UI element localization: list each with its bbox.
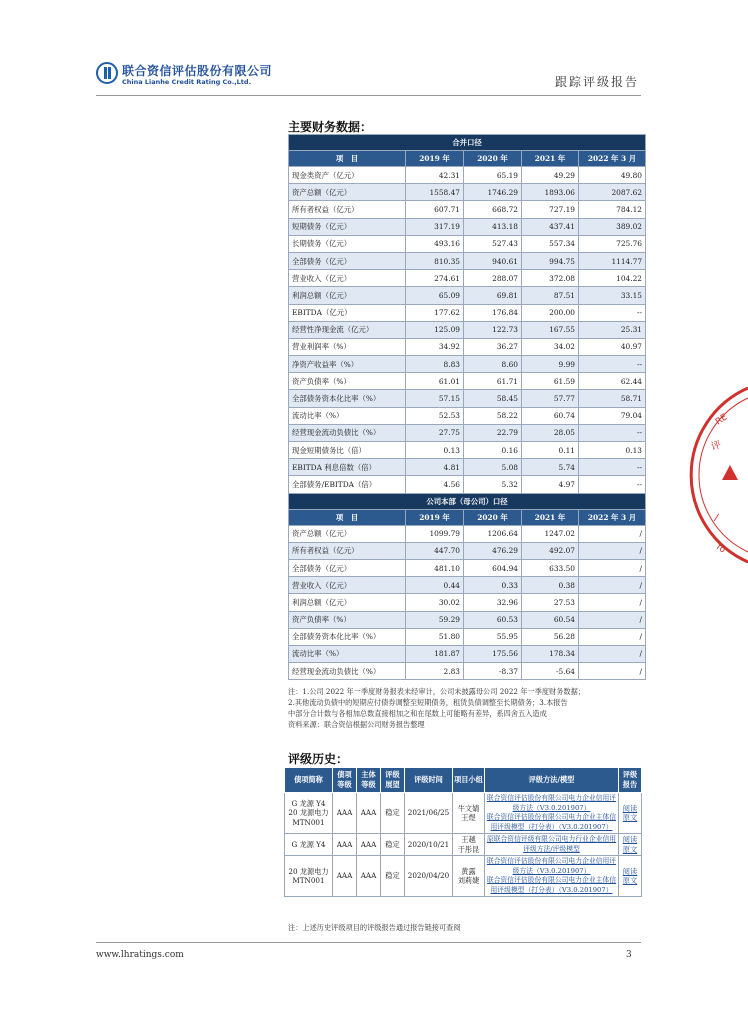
cell-value: 33.15 — [579, 287, 646, 304]
cell-value: 607.71 — [406, 201, 464, 218]
cell-value: 476.29 — [464, 542, 522, 559]
cell-value: -- — [579, 424, 646, 441]
cell-value: 668.72 — [464, 201, 522, 218]
cell-value: 1893.06 — [522, 184, 579, 201]
table-row — [289, 356, 646, 373]
bond-rating: AAA — [333, 834, 357, 856]
rating-method-link[interactable]: 联合资信评估股份有限公司电力企业信用评级方法（V3.0.201907） 联合资信评估股份有限公司电力企业主体信用评级模型（打分表）（V3.0.201907） — [485, 856, 619, 897]
note-line: 资料来源：联合资信根据公司财务报告整理 — [288, 720, 425, 729]
cell-value: 0.33 — [464, 577, 522, 594]
table-row — [289, 559, 646, 576]
col-method: 评级方法/模型 — [485, 768, 619, 793]
row-label: 利润总额（亿元） — [289, 594, 406, 611]
cell-value: 177.62 — [406, 304, 464, 321]
column-header: 项 目 — [289, 151, 406, 167]
row-label: 现金类资产（亿元） — [289, 167, 406, 184]
rating-date: 2021/06/25 — [405, 793, 453, 834]
cell-value: 51.80 — [406, 628, 464, 645]
column-header: 2019 年 — [406, 151, 464, 167]
column-header: 2019 年 — [406, 509, 464, 525]
row-label: 现金短期债务比（倍） — [289, 442, 406, 459]
row-label: 资产总额（亿元） — [289, 525, 406, 542]
report-link[interactable]: 阅读 原文 — [619, 856, 642, 897]
rating-history-title: 评级历史： — [288, 752, 349, 766]
table-row — [289, 577, 646, 594]
cell-value: 56.28 — [522, 628, 579, 645]
cell-value: 784.12 — [579, 201, 646, 218]
cell-value: 527.43 — [464, 235, 522, 252]
svg-text:fo: fo — [714, 542, 728, 556]
issuer-rating: AAA — [357, 856, 381, 897]
bond-name: G 龙源 Y4 20 龙源电力 MTN001 — [285, 793, 333, 834]
row-label: 流动比率（%） — [289, 645, 406, 662]
report-link[interactable]: 阅读 原文 — [619, 834, 642, 856]
cell-value: 2.83 — [406, 663, 464, 680]
row-label: 全部债务资本化比率（%） — [289, 628, 406, 645]
cell-value: 59.29 — [406, 611, 464, 628]
cell-value: 65.19 — [464, 167, 522, 184]
page-header — [96, 58, 641, 96]
row-label: 营业收入（亿元） — [289, 577, 406, 594]
table-row — [289, 542, 646, 559]
cell-value: 940.61 — [464, 252, 522, 269]
company-seal-icon — [708, 380, 748, 570]
cell-value: 633.50 — [522, 559, 579, 576]
section-title: 合并口径 — [289, 135, 646, 151]
cell-value: 5.08 — [464, 459, 522, 476]
cell-value: 61.59 — [522, 373, 579, 390]
cell-value: 27.53 — [522, 594, 579, 611]
cell-value: 167.55 — [522, 321, 579, 338]
cell-value: 493.16 — [406, 235, 464, 252]
cell-value: 49.80 — [579, 167, 646, 184]
cell-value: 727.19 — [522, 201, 579, 218]
cell-value: 55.95 — [464, 628, 522, 645]
financial-table — [288, 134, 646, 680]
cell-value: / — [579, 594, 646, 611]
cell-value: 1247.02 — [522, 525, 579, 542]
table-row — [289, 252, 646, 269]
cell-value: 22.79 — [464, 424, 522, 441]
row-label: 净资产收益率（%） — [289, 356, 406, 373]
cell-value: -5.64 — [522, 663, 579, 680]
cell-value: 178.34 — [522, 645, 579, 662]
section-title: 公司本部（母公司）口径 — [289, 493, 646, 509]
rating-date: 2020/04/20 — [405, 856, 453, 897]
cell-value: 5.32 — [464, 476, 522, 493]
cell-value: 1558.47 — [406, 184, 464, 201]
table-row — [289, 628, 646, 645]
cell-value: 8.83 — [406, 356, 464, 373]
cell-value: 36.27 — [464, 338, 522, 355]
cell-value: 30.02 — [406, 594, 464, 611]
table-row — [289, 184, 646, 201]
cell-value: -- — [579, 459, 646, 476]
cell-value: 1746.29 — [464, 184, 522, 201]
cell-value: 49.29 — [522, 167, 579, 184]
cell-value: 176.84 — [464, 304, 522, 321]
cell-value: 122.73 — [464, 321, 522, 338]
note-line: 2.其他流动负债中的短期应付债券调整至短期债务，租赁负债调整至长期债务；3.本报告 — [288, 698, 568, 707]
cell-value: 4.97 — [522, 476, 579, 493]
report-link[interactable]: 阅读 原文 — [619, 793, 642, 834]
cell-value: 60.54 — [522, 611, 579, 628]
col-issuer-rating: 主体等级 — [357, 768, 381, 793]
cell-value: 125.09 — [406, 321, 464, 338]
cell-value: 181.87 — [406, 645, 464, 662]
cell-value: / — [579, 577, 646, 594]
company-logo-icon — [96, 62, 118, 84]
cell-value: / — [579, 525, 646, 542]
project-team: 王越 于彤昆 — [453, 834, 485, 856]
table-row — [289, 407, 646, 424]
row-label: 资产负债率（%） — [289, 373, 406, 390]
cell-value: 60.74 — [522, 407, 579, 424]
row-label: 经营现金流动负债比（%） — [289, 663, 406, 680]
cell-value: / — [579, 611, 646, 628]
cell-value: 5.74 — [522, 459, 579, 476]
bond-rating: AAA — [333, 856, 357, 897]
row-label: 全部债务（亿元） — [289, 252, 406, 269]
table-row — [289, 476, 646, 493]
rating-date: 2020/10/21 — [405, 834, 453, 856]
cell-value: 57.15 — [406, 390, 464, 407]
col-outlook: 评级展望 — [381, 768, 405, 793]
cell-value: 288.07 — [464, 270, 522, 287]
cell-value: 65.09 — [406, 287, 464, 304]
column-header: 2022 年 3 月 — [579, 151, 646, 167]
cell-value: 389.02 — [579, 218, 646, 235]
cell-value: 1206.64 — [464, 525, 522, 542]
project-team: 黄露 刘莉婕 — [453, 856, 485, 897]
row-label: 营业利润率（%） — [289, 338, 406, 355]
col-team: 项目小组 — [453, 768, 485, 793]
row-label: 全部债务资本化比率（%） — [289, 390, 406, 407]
svg-text:RE: RE — [713, 412, 730, 428]
row-label: 流动比率（%） — [289, 407, 406, 424]
table-row — [289, 594, 646, 611]
section-header-row — [289, 493, 646, 509]
cell-value: 42.31 — [406, 167, 464, 184]
svg-text:/: / — [713, 512, 720, 524]
history-header-row — [285, 768, 642, 793]
cell-value: 372.08 — [522, 270, 579, 287]
cell-value: 447.70 — [406, 542, 464, 559]
row-label: 长期债务（亿元） — [289, 235, 406, 252]
company-name-cn: 联合资信评估股份有限公司 — [122, 64, 273, 78]
table-row — [289, 338, 646, 355]
column-header: 项 目 — [289, 509, 406, 525]
svg-text:评: 评 — [709, 439, 723, 453]
cell-value: 200.00 — [522, 304, 579, 321]
cell-value: 58.22 — [464, 407, 522, 424]
row-label: 经营性净现金流（亿元） — [289, 321, 406, 338]
table-row — [289, 373, 646, 390]
table-row — [289, 390, 646, 407]
table-row — [289, 424, 646, 441]
cell-value: 0.11 — [522, 442, 579, 459]
cell-value: 27.75 — [406, 424, 464, 441]
company-name-en: China Lianhe Credit Rating Co.,Ltd. — [122, 78, 252, 86]
cell-value: 0.16 — [464, 442, 522, 459]
cell-value: / — [579, 628, 646, 645]
cell-value: 58.71 — [579, 390, 646, 407]
column-header: 2020 年 — [464, 509, 522, 525]
header-divider — [96, 95, 641, 96]
rating-history-table — [284, 767, 642, 897]
col-report: 评级报告 — [619, 768, 642, 793]
column-header: 2020 年 — [464, 151, 522, 167]
note-line: 中部分合计数与各相加总数直接相加之和在尾数上可能略有差异，系四舍五入造成 — [288, 709, 547, 718]
cell-value: 28.05 — [522, 424, 579, 441]
table-row — [289, 218, 646, 235]
col-bond-name: 债项简称 — [285, 768, 333, 793]
cell-value: 1114.77 — [579, 252, 646, 269]
report-type: 跟踪评级报告 — [554, 75, 639, 89]
cell-value: 34.92 — [406, 338, 464, 355]
cell-value: 413.18 — [464, 218, 522, 235]
cell-value: / — [579, 559, 646, 576]
cell-value: 492.07 — [522, 542, 579, 559]
cell-value: 57.77 — [522, 390, 579, 407]
table-row — [289, 287, 646, 304]
outlook: 稳定 — [381, 834, 405, 856]
issuer-rating: AAA — [357, 793, 381, 834]
row-label: 利润总额（亿元） — [289, 287, 406, 304]
cell-value: 1099.79 — [406, 525, 464, 542]
cell-value: 2087.62 — [579, 184, 646, 201]
column-header-row — [289, 509, 646, 525]
cell-value: 725.76 — [579, 235, 646, 252]
history-row — [285, 856, 642, 897]
cell-value: 8.60 — [464, 356, 522, 373]
cell-value: 52.53 — [406, 407, 464, 424]
cell-value: 0.38 — [522, 577, 579, 594]
cell-value: 810.35 — [406, 252, 464, 269]
cell-value: 40.97 — [579, 338, 646, 355]
cell-value: 317.19 — [406, 218, 464, 235]
project-team: 牛文婧 王煜 — [453, 793, 485, 834]
cell-value: 557.34 — [522, 235, 579, 252]
row-label: 营业收入（亿元） — [289, 270, 406, 287]
table-row — [289, 235, 646, 252]
cell-value: 25.31 — [579, 321, 646, 338]
cell-value: 62.44 — [579, 373, 646, 390]
bond-rating: AAA — [333, 793, 357, 834]
cell-value: 69.81 — [464, 287, 522, 304]
cell-value: -- — [579, 476, 646, 493]
row-label: 全部债务/EBITDA（倍） — [289, 476, 406, 493]
cell-value: 61.01 — [406, 373, 464, 390]
row-label: 所有者权益（亿元） — [289, 542, 406, 559]
cell-value: 60.53 — [464, 611, 522, 628]
cell-value: 604.94 — [464, 559, 522, 576]
cell-value: 481.10 — [406, 559, 464, 576]
cell-value: 0.44 — [406, 577, 464, 594]
financial-data-title: 主要财务数据： — [288, 120, 373, 134]
issuer-rating: AAA — [357, 834, 381, 856]
table-row — [289, 442, 646, 459]
outlook: 稳定 — [381, 856, 405, 897]
table-row — [289, 663, 646, 680]
row-label: 短期债务（亿元） — [289, 218, 406, 235]
financial-notes — [288, 686, 648, 730]
table-row — [289, 645, 646, 662]
col-date: 评级时间 — [405, 768, 453, 793]
history-row — [285, 834, 642, 856]
cell-value: -- — [579, 304, 646, 321]
row-label: 资产总额（亿元） — [289, 184, 406, 201]
footer-website: www.lhratings.com — [96, 950, 184, 960]
cell-value: 437.41 — [522, 218, 579, 235]
rating-method-link[interactable]: 原联合资信评级有限公司电力行业企业信用评级方法/评级模型 — [485, 834, 619, 856]
history-row — [285, 793, 642, 834]
cell-value: 994.75 — [522, 252, 579, 269]
cell-value: 4.81 — [406, 459, 464, 476]
bond-name: 20 龙源电力 MTN001 — [285, 856, 333, 897]
rating-method-link[interactable]: 联合资信评估股份有限公司电力企业信用评级方法（V3.0.201907） 联合资信评估股份有限公司电力企业主体信用评级模型（打分表）（V3.0.201907） — [485, 793, 619, 834]
cell-value: 0.13 — [406, 442, 464, 459]
cell-value: 9.99 — [522, 356, 579, 373]
page-number: 3 — [626, 950, 632, 960]
outlook: 稳定 — [381, 793, 405, 834]
table-row — [289, 611, 646, 628]
cell-value: 79.04 — [579, 407, 646, 424]
cell-value: / — [579, 663, 646, 680]
table-row — [289, 321, 646, 338]
cell-value: -8.37 — [464, 663, 522, 680]
column-header-row — [289, 151, 646, 167]
cell-value: 61.71 — [464, 373, 522, 390]
cell-value: 104.22 — [579, 270, 646, 287]
cell-value: / — [579, 542, 646, 559]
cell-value: 4.56 — [406, 476, 464, 493]
cell-value: 58.45 — [464, 390, 522, 407]
cell-value: 175.56 — [464, 645, 522, 662]
row-label: EBITDA（亿元） — [289, 304, 406, 321]
column-header: 2021 年 — [522, 151, 579, 167]
section-header-row — [289, 135, 646, 151]
table-row — [289, 201, 646, 218]
table-row — [289, 270, 646, 287]
cell-value: 274.61 — [406, 270, 464, 287]
row-label: 全部债务（亿元） — [289, 559, 406, 576]
row-label: 经营现金流动负债比（%） — [289, 424, 406, 441]
cell-value: -- — [579, 356, 646, 373]
row-label: 资产负债率（%） — [289, 611, 406, 628]
bond-name: G 龙源 Y4 — [285, 834, 333, 856]
column-header: 2022 年 3 月 — [579, 509, 646, 525]
cell-value: 32.96 — [464, 594, 522, 611]
history-note: 注：上述历史评级项目的评级报告通过报告链接可查阅 — [288, 923, 461, 932]
cell-value: 87.51 — [522, 287, 579, 304]
footer-divider — [96, 942, 641, 943]
table-row — [289, 304, 646, 321]
row-label: EBITDA 利息倍数（倍） — [289, 459, 406, 476]
cell-value: 34.02 — [522, 338, 579, 355]
table-row — [289, 167, 646, 184]
table-row — [289, 459, 646, 476]
row-label: 所有者权益（亿元） — [289, 201, 406, 218]
cell-value: / — [579, 645, 646, 662]
column-header: 2021 年 — [522, 509, 579, 525]
cell-value: 0.13 — [579, 442, 646, 459]
col-bond-rating: 债项等级 — [333, 768, 357, 793]
note-line: 注：1.公司 2022 年一季度财务报表未经审计，公司未披露母公司 2022 年一季度财务数据； — [288, 687, 585, 696]
table-row — [289, 525, 646, 542]
